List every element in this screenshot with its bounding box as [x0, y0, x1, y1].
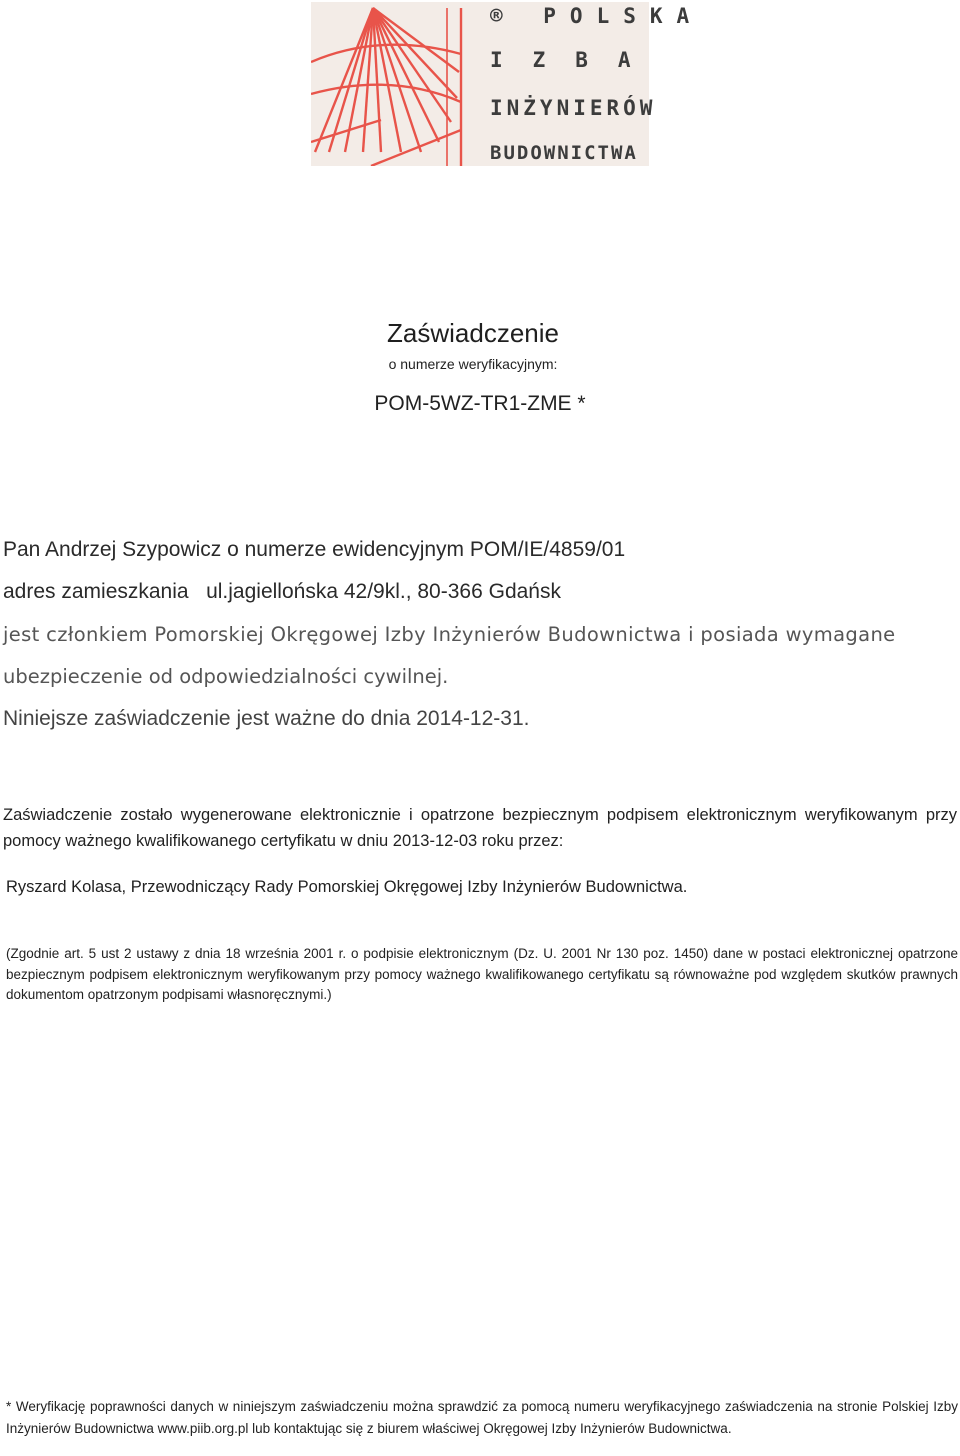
logo-text-line-1: ® POLSKA	[490, 4, 704, 28]
insurance-line: ubezpieczenie od odpowiedzialności cywilnej.	[3, 665, 449, 688]
signature-statement: Zaświadczenie zostało wygenerowane elektronicznie i opatrzone bezpiecznym podpisem elektronicznym weryfikowanym przy pomocy ważnego kwalifikowanego certyfikatu w dniu 2013-12-03 roku przez:	[3, 806, 957, 850]
logo-text-line-2: IZBA	[490, 48, 661, 72]
logo-text-line-3: INŻYNIERÓW	[490, 96, 657, 120]
legal-note: (Zgodnie art. 5 ust 2 ustawy z dnia 18 września 2001 r. o podpisie elektronicznym (Dz. U. 2001 Nr 130 poz. 1450) dane w postaci elektronicznej opatrzone bezpiecznym podpisem elektronicznym weryfikowanym przy pomocy ważnego kwalifikowanego certyfikatu są równoważne pod względem skutków prawnych dokumentom opatrzonym podpisami własnoręcznymi.)	[6, 946, 958, 1002]
address-line: adres zamieszkania ul.jagiellońska 42/9kl., 80-366 Gdańsk	[3, 580, 561, 603]
certificate-title: Zaświadczenie	[387, 318, 559, 348]
logo-text-line-4: BUDOWNICTWA	[490, 142, 638, 164]
member-name-line: Pan Andrzej Szypowicz o numerze ewidencyjnym POM/IE/4859/01	[3, 538, 626, 561]
footnote: * Weryfikację poprawności danych w niniejszym zaświadczeniu można sprawdzić za pomocą numeru weryfikacyjnego zaświadczenia na stronie Polskiej Izby Inżynierów Budownictwa www.piib.org.pl lub kontaktując się z biurem właściwej Okręgowej Izby Inżynierów Budownictwa.	[6, 1399, 958, 1436]
signer-name: Ryszard Kolasa, Przewodniczący Rady Pomorskiej Okręgowej Izby Inżynierów Budownictwa.	[6, 878, 688, 896]
validity-line: Niniejsze zaświadczenie jest ważne do dnia 2014-12-31.	[3, 707, 530, 730]
certificate-subtitle: o numerze weryfikacyjnym:	[388, 356, 558, 372]
membership-line: jest członkiem Pomorskiej Okręgowej Izby Inżynierów Budownictwa i posiada wymagane	[3, 623, 896, 646]
verification-number: POM-5WZ-TR1-ZME *	[374, 392, 586, 415]
